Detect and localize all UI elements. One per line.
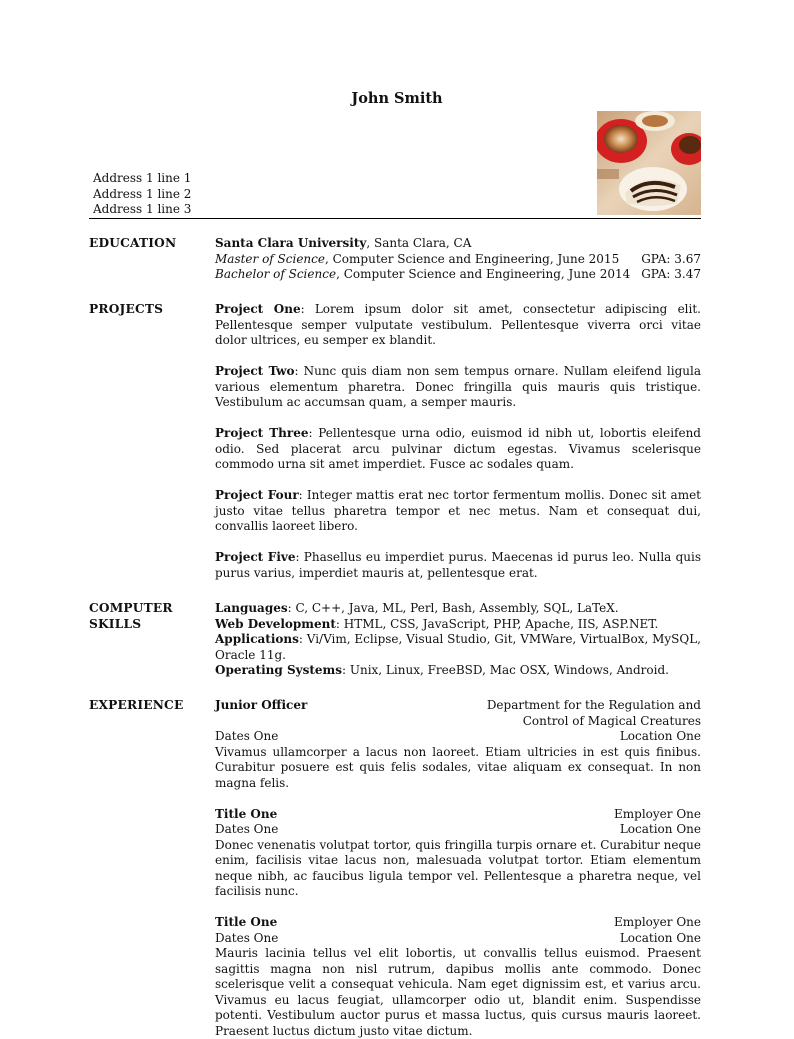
gpa: GPA: 3.67: [641, 251, 701, 266]
skill-item: [215, 601, 701, 617]
project-item: [215, 488, 701, 535]
job-entry: [215, 807, 701, 900]
school-line: [215, 236, 701, 252]
skills-heading: [89, 601, 209, 632]
candidate-name: John Smith: [351, 90, 443, 107]
job-dates: Dates One: [215, 822, 279, 836]
address-line: Address 1 line 3: [93, 202, 192, 216]
skill-item: [215, 663, 701, 679]
degree-name: Master of Science: [215, 251, 325, 266]
job-entry: [215, 915, 701, 1039]
skill-label: Web Development: [215, 616, 336, 631]
job-entry: [215, 698, 701, 791]
skill-text: : HTML, CSS, JavaScript, PHP, Apache, IIS, ASP.NET.: [335, 616, 659, 631]
job-dates: Dates One: [215, 930, 279, 945]
job-employer: Employer One: [614, 806, 701, 821]
project-title: Project Four: [215, 488, 299, 502]
project-text: : Nunc quis diam non sem tempus ornare. Nullam eleifend ligula various elementum pharetra. Donec fringilla quis mauris quis tristique. Vestibulum ac accumsan quam, a semper mauris.: [215, 364, 701, 409]
job-location: Location One: [619, 930, 701, 945]
project-text: : Lorem ipsum dolor sit amet, consectetur adipiscing elit. Pellentesque semper vulputate vestibulum. Pellentesque viverra orci vitae dolor ultrices, eu semper ex blandit.: [215, 302, 701, 347]
job-dates: Dates One: [215, 729, 279, 743]
job-title: Title One: [215, 806, 278, 821]
project-text: : Pellentesque urna odio, euismod id nibh ut, lobortis eleifend odio. Sed placerat arcu pulvinar dictum egestas. Vivamus scelerisque commodo urna sit amet imperdiet. Fusce ac sodales quam.: [215, 426, 701, 471]
job-description: Mauris lacinia tellus vel elit lobortis, ut convallis tellus euismod. Praesent sagittis magna non nisl rutrum, dapibus mollis ante commodo. Donec scelerisque velit a consequat vehicula. Nam eget dignissim est, et varius arcu. Vivamus eu lacus feugiat, ullamcorper odio ut, blandit enim. Suspendisse potenti. Vestibulum auctor purus et massa luctus, quis cursus mauris laoreet. Praesent luctus dictum justo vitae dictum.: [215, 946, 701, 1038]
gpa: GPA: 3.47: [641, 267, 701, 281]
projects-heading: PROJECTS: [89, 302, 164, 316]
job-employer: [487, 698, 701, 729]
experience-body: [215, 698, 701, 1039]
degree-name: Bachelor of Science: [215, 267, 337, 281]
job-description: Donec venenatis volutpat tortor, quis fringilla turpis ornare et. Curabitur neque enim, facilisis vitae lacus non, malesuada volutpat tortor. Etiam elementum neque nibh, ac faucibus ligula tempor vel. Pellentesque a pharetra neque, vel facilisis nunc.: [215, 837, 701, 898]
project-title: Project Three: [215, 426, 309, 440]
experience-heading: EXPERIENCE: [89, 698, 184, 712]
degree-detail: , Computer Science and Engineering, June 2014: [336, 267, 631, 281]
school-name: Santa Clara University: [215, 236, 367, 250]
employer-line: Control of Magical Creatures: [522, 713, 701, 728]
address-block: [93, 171, 191, 218]
project-item: [215, 302, 701, 349]
address-line: Address 1 line 1: [93, 171, 192, 185]
job-title: Junior Officer: [215, 698, 308, 712]
project-title: Project One: [215, 302, 301, 316]
education-body: [215, 236, 701, 283]
skill-label: Languages: [215, 601, 288, 615]
projects-body: [215, 302, 701, 581]
job-location: Location One: [619, 729, 701, 743]
skill-text: : C, C++, Java, ML, Perl, Bash, Assembly, SQL, LaTeX.: [287, 601, 619, 615]
degree-detail: , Computer Science and Engineering, June 2015: [325, 251, 620, 266]
education-heading: EDUCATION: [89, 236, 177, 250]
project-item: [215, 426, 701, 473]
skill-text: : Vi/Vim, Eclipse, Visual Studio, Git, VMWare, VirtualBox, MySQL, Oracle 11g.: [215, 632, 701, 662]
job-description: Vivamus ullamcorper a lacus non laoreet. Etiam ultricies in est quis finibus. Curabitur posuere est quis felis sodales, vitae aliquam ex consequat. In non magna felis.: [215, 744, 701, 790]
project-title: Project Five: [215, 550, 296, 564]
skills-heading-line: COMPUTER: [89, 601, 173, 615]
address-line: Address 1 line 2: [93, 186, 192, 201]
project-item: [215, 550, 701, 581]
school-location: , Santa Clara, CA: [366, 236, 472, 250]
job-title: Title One: [215, 915, 278, 929]
skill-label: Applications: [215, 632, 299, 646]
employer-line: Department for the Regulation and: [486, 698, 701, 712]
skill-item: [215, 617, 701, 633]
degree-row: [215, 252, 701, 268]
skill-text: : Unix, Linux, FreeBSD, Mac OSX, Windows, Android.: [342, 663, 669, 677]
project-item: [215, 364, 701, 411]
project-text: : Phasellus eu imperdiet purus. Maecenas id purus leo. Nulla quis purus varius, imperdiet mauris at, pellentesque erat.: [215, 550, 702, 580]
project-title: Project Two: [215, 364, 295, 378]
coffee-table-photo-icon: [597, 111, 701, 215]
job-location: Location One: [619, 822, 701, 836]
degree-row: [215, 267, 701, 283]
skills-heading-line: SKILLS: [89, 616, 142, 631]
header-divider: [89, 218, 701, 219]
skill-label: Operating Systems: [215, 663, 342, 677]
profile-photo: [597, 111, 701, 215]
job-employer: Employer One: [614, 915, 701, 929]
skill-item: [215, 632, 701, 663]
skills-body: [215, 601, 701, 679]
project-text: : Integer mattis erat nec tortor fermentum mollis. Donec sit amet justo vitae tellus pharetra tempor et nec metus. Nam et consequat dui, convallis laoreet libero.: [215, 488, 701, 533]
